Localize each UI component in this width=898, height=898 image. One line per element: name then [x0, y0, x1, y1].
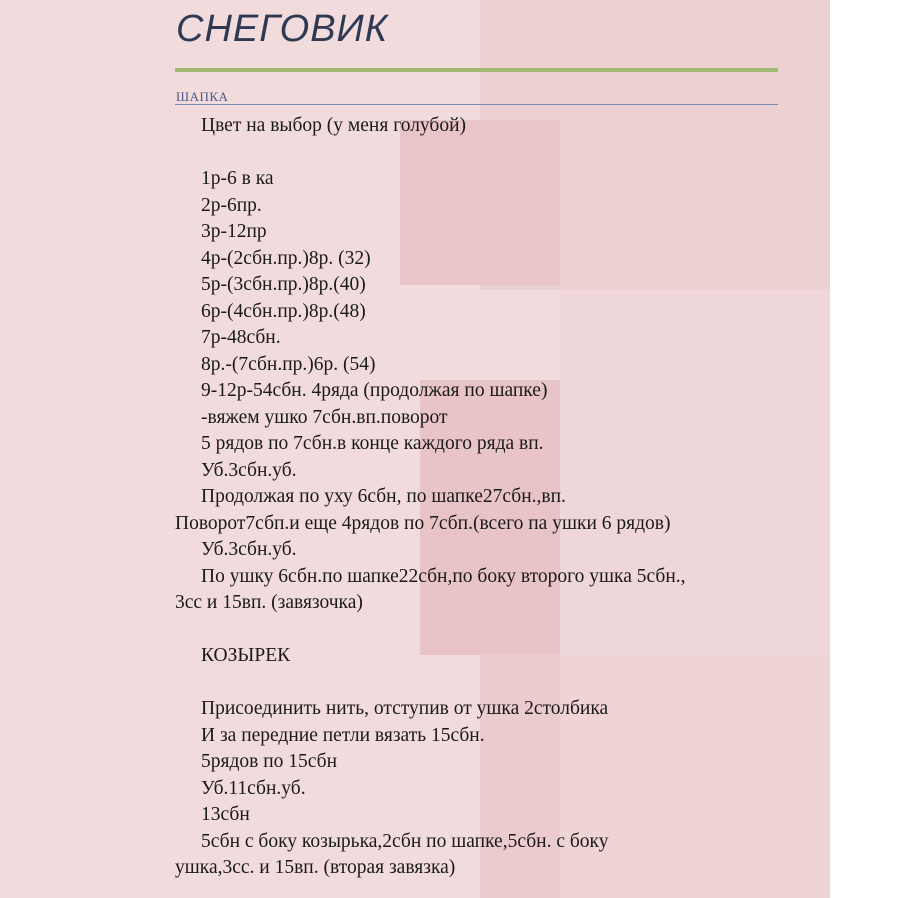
text-line: 5р-(3сбн.пр.)8р.(40)	[201, 274, 366, 295]
blank-line	[175, 617, 805, 644]
text-line: 3р-12пр	[201, 221, 267, 242]
text-line: Уб.3сбн.уб.	[201, 459, 297, 481]
section-heading: ШАПКА	[176, 89, 229, 104]
title-divider	[175, 68, 778, 72]
blank-line	[175, 140, 805, 167]
text-line: 4р-(2сбн.пр.)8р. (32)	[201, 247, 371, 269]
document-body	[175, 113, 805, 882]
text-line: 1р-6 в ка	[201, 168, 274, 189]
text-line: Поворот7сбп.и еще 4рядов по 7сбп.(всего па ушки 6 рядов)	[175, 512, 671, 534]
text-line: КОЗЫРЕК	[201, 645, 291, 666]
text-line: Продолжая по уху 6сбн, по шапке27сбн.,вп.	[201, 486, 566, 507]
text-line: Присоединить нить, отступив от ушка 2столбика	[201, 698, 609, 719]
text-line: 8р.-(7сбн.пр.)6р. (54)	[201, 353, 376, 375]
text-line: По ушку 6сбн.по шапке22сбн,по боку второго ушка 5сбн.,	[201, 565, 686, 587]
text-line: 6р-(4сбн.пр.)8р.(48)	[201, 300, 366, 322]
text-line: 5сбн с боку козырька,2сбн по шапке,5сбн. с боку	[201, 830, 609, 852]
text-line: 3сс и 15вп. (завязочка)	[175, 592, 363, 613]
text-line: 7р-48сбн.	[201, 327, 281, 348]
text-line: ушка,3сс. и 15вп. (вторая завязка)	[175, 857, 456, 878]
page-title: СНЕГОВИК	[176, 8, 389, 50]
text-line: Цвет на выбор (у меня голубой)	[201, 115, 467, 136]
text-line: 13сбн	[201, 804, 250, 825]
text-line: 2р-6пр.	[201, 194, 262, 216]
text-line: Уб.11сбн.уб.	[201, 777, 306, 799]
section-divider	[175, 104, 778, 105]
text-line: 9-12р-54сбн. 4ряда (продолжая по шапке)	[201, 380, 548, 401]
text-line: -вяжем ушко 7сбн.вп.поворот	[201, 406, 448, 428]
text-line: 5рядов по 15сбн	[201, 751, 338, 772]
text-line: 5 рядов по 7сбн.в конце каждого ряда вп.	[201, 433, 544, 454]
blank-line	[175, 670, 805, 697]
text-line: Уб.3сбн.уб.	[201, 539, 297, 560]
text-line: И за передние петли вязать 15сбн.	[201, 724, 485, 746]
